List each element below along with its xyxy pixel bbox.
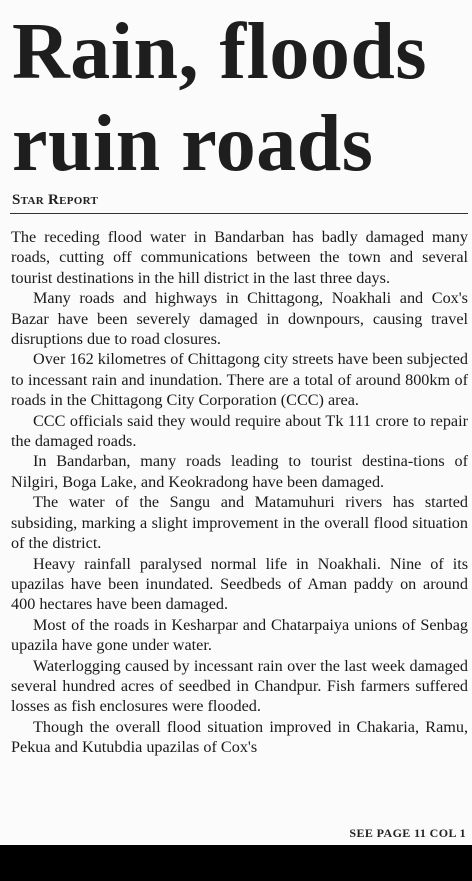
- paragraph: Most of the roads in Kesharpar and Chatarpaiya unions of Senbag upazila have gone under water.: [11, 615, 468, 655]
- byline-divider: [10, 213, 468, 214]
- paragraph: Many roads and highways in Chittagong, Noakhali and Cox's Bazar have been severely damaged in downpours, causing travel disruptions due to road closures.: [11, 289, 468, 349]
- headline: [12, 6, 468, 190]
- byline: Star Report: [12, 192, 99, 208]
- paragraph: CCC officials said they would require about Tk 111 crore to repair the damaged roads.: [11, 411, 468, 451]
- paragraph: Heavy rainfall paralysed normal life in Noakhali. Nine of its upazilas have been inundated. Seedbeds of Aman paddy on around 400 hectares have been damaged.: [11, 554, 468, 614]
- headline-line-1: Rain, floods: [12, 8, 427, 96]
- bottom-black-band: [0, 845, 472, 881]
- paragraph: Over 162 kilometres of Chittagong city streets have been subjected to incessant rain and inundation. There are a total of around 800km of roads in the Chittagong City Corporation (CCC) area.: [11, 350, 468, 410]
- article-body: [11, 227, 468, 758]
- continuation-note: SEE PAGE 11 COL 1: [349, 826, 466, 840]
- paragraph: In Bandarban, many roads leading to tourist destina-tions of Nilgiri, Boga Lake, and Keokradong have been damaged.: [11, 452, 468, 491]
- headline-line-2: ruin roads: [12, 100, 374, 188]
- paragraph: Waterlogging caused by incessant rain over the last week damaged several hundred acres of seedbed in Chandpur. Fish farmers suffered losses as fish enclosures were flooded.: [11, 656, 468, 716]
- paragraph: Though the overall flood situation improved in Chakaria, Ramu, Pekua and Kutubdia upazilas of Cox's: [11, 717, 468, 757]
- paragraph: The receding flood water in Bandarban has badly damaged many roads, cutting off communications between the town and several tourist destinations in the hill district in the last three days.: [11, 228, 468, 287]
- paragraph: The water of the Sangu and Matamuhuri rivers has started subsiding, marking a slight improvement in the overall flood situation of the district.: [11, 493, 468, 553]
